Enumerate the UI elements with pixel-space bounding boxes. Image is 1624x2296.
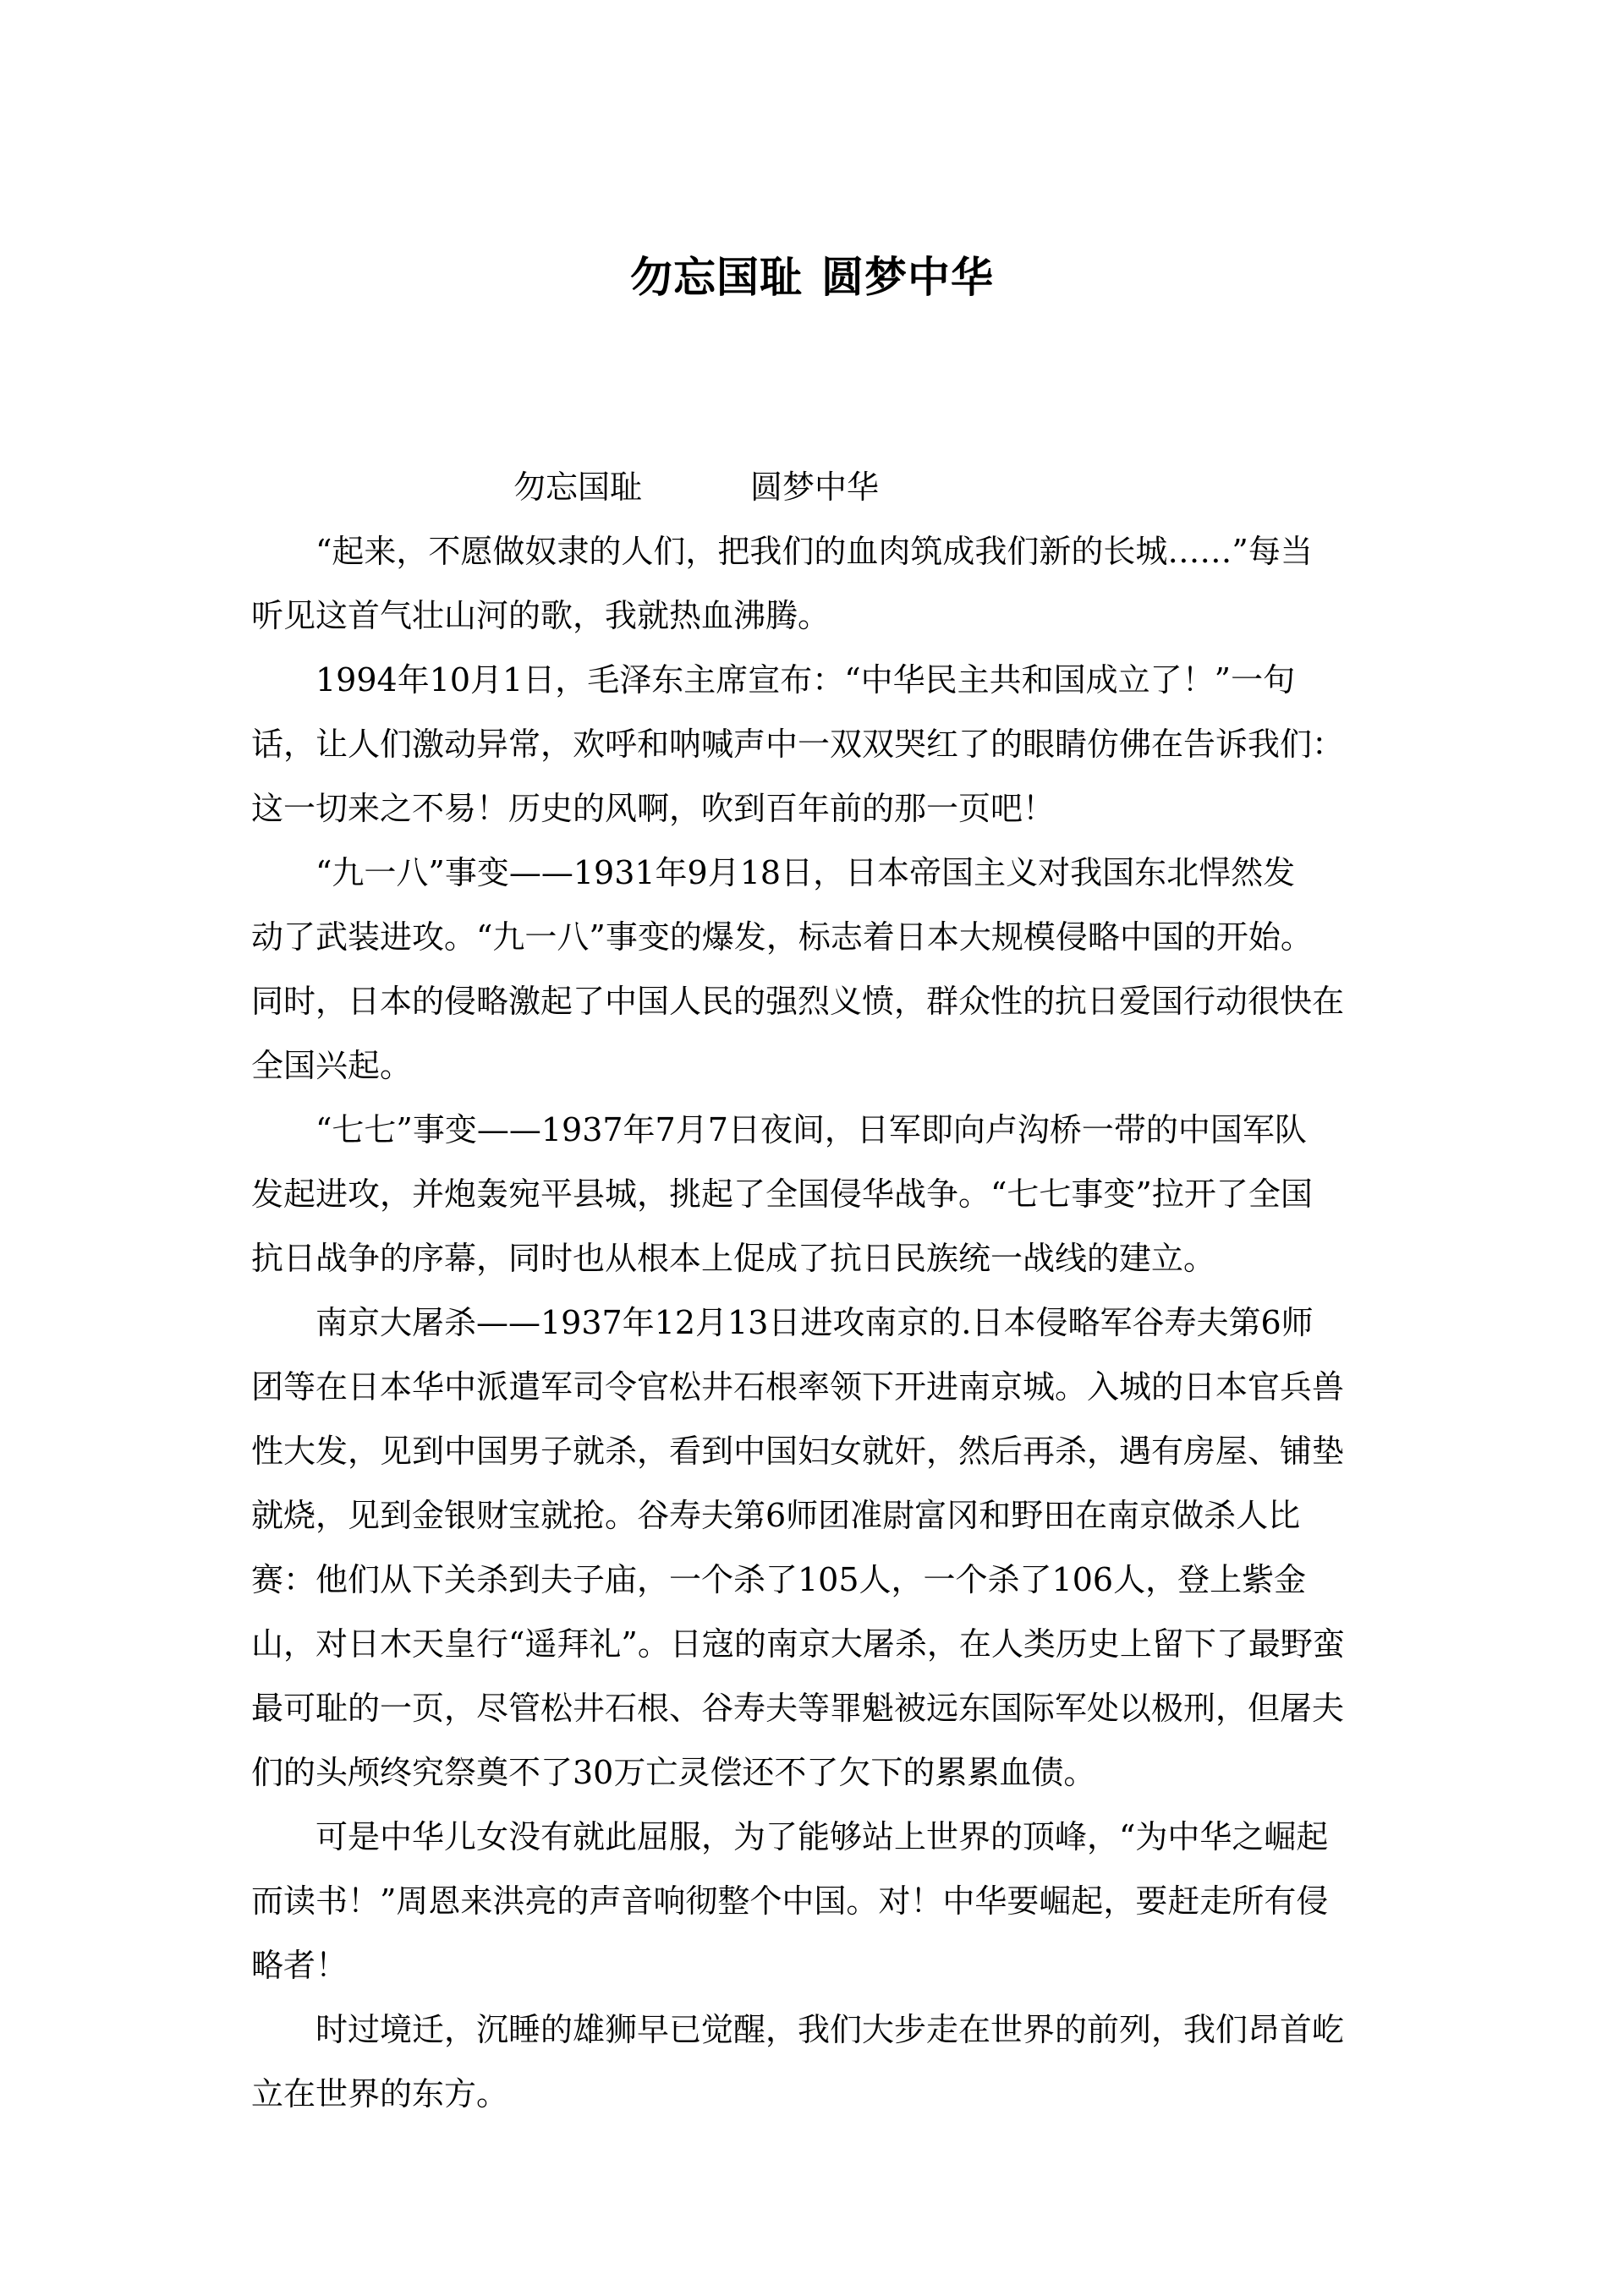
- paragraph-line: 山，对日木天皇行“遥拜礼”。日寇的南京大屠杀，在人类历史上留下了最野蛮: [251, 1625, 1345, 1663]
- paragraph-line: 抗日战争的序幕，同时也从根本上促成了抗日民族统一战线的建立。: [251, 1240, 1216, 1277]
- paragraph-line: 就烧，见到金银财宝就抢。谷寿夫第6师团准尉富冈和野田在南京做杀人比: [251, 1497, 1301, 1534]
- title-part-1: 勿忘国耻: [630, 253, 803, 302]
- paragraph-line: “七七”事变——1937年7月7日夜间，日军即向卢沟桥一带的中国军队: [315, 1111, 1307, 1148]
- paragraph-line: 赛：他们从下关杀到夫子庙，一个杀了105人，一个杀了106人，登上紫金: [251, 1561, 1307, 1598]
- paragraph-line: 全国兴起。: [251, 1047, 413, 1084]
- paragraph: [251, 1290, 1385, 1805]
- paragraph-line: 时过境迁，沉睡的雄狮早已觉醒，我们大步走在世界的前列，我们昂首屹: [315, 2011, 1345, 2048]
- document-title: [0, 250, 1624, 304]
- paragraph: [251, 1997, 1385, 2126]
- paragraph-line: 话，让人们激动异常，欢呼和呐喊声中一双双哭红了的眼睛仿佛在告诉我们：: [251, 726, 1345, 763]
- paragraph: [251, 1098, 1385, 1290]
- paragraph-line: 南京大屠杀——1937年12月13日进攻南京的.日本侵略军谷寿夫第6师: [315, 1304, 1314, 1341]
- paragraph-line: “起来，不愿做奴隶的人们，把我们的血肉筑成我们新的长城……”每当: [315, 533, 1313, 570]
- subtitle-part-1: 勿忘国耻: [513, 469, 643, 506]
- title-part-2: 圆梦中华: [821, 253, 994, 302]
- paragraph: [251, 519, 1385, 648]
- paragraph-line: 可是中华儿女没有就此屈服，为了能够站上世界的顶峰，“为中华之崛起: [315, 1818, 1329, 1855]
- paragraph-line: 团等在日本华中派遣军司令官松井石根率领下开进南京城。入城的日本官兵兽: [251, 1368, 1345, 1406]
- paragraph: [251, 648, 1385, 841]
- paragraph-line: 1994年10月1日，毛泽东主席宣布：“中华民主共和国成立了！”一句: [315, 661, 1296, 699]
- paragraph-line: 这一切来之不易！历史的风啊，吹到百年前的那一页吧！: [251, 790, 1056, 827]
- paragraph-line: 略者！: [251, 1947, 348, 1984]
- paragraph: [251, 1805, 1385, 1997]
- paragraph-line: 动了武装进攻。“九一八”事变的爆发，标志着日本大规模侵略中国的开始。: [251, 918, 1313, 956]
- paragraph-line: 性大发，见到中国男子就杀，看到中国妇女就奸，然后再杀，遇有房屋、铺垫: [251, 1433, 1345, 1470]
- document-body: [251, 455, 1385, 2126]
- paragraph-line: 而读书！”周恩来洪亮的声音响彻整个中国。对！中华要崛起，要赶走所有侵: [251, 1882, 1329, 1920]
- paragraph-line: 们的头颅终究祭奠不了30万亡灵偿还不了欠下的累累血债。: [251, 1754, 1096, 1791]
- paragraph-line: “九一八”事变——1931年9月18日，日本帝国主义对我国东北悍然发: [315, 854, 1296, 891]
- paragraph: [251, 841, 1385, 1098]
- paragraph-line: 发起进攻，并炮轰宛平县城，挑起了全国侵华战争。“七七事变”拉开了全国: [251, 1175, 1313, 1213]
- subtitle-part-2: 圆梦中华: [750, 469, 880, 506]
- subtitle: [251, 455, 1385, 519]
- paragraph-line: 同时，日本的侵略激起了中国人民的强烈义愤，群众性的抗日爱国行动很快在: [251, 983, 1345, 1020]
- paragraph-line: 立在世界的东方。: [251, 2075, 509, 2112]
- paragraph-line: 最可耻的一页，尽管松井石根、谷寿夫等罪魁被远东国际军处以极刑，但屠夫: [251, 1690, 1345, 1727]
- paragraph-line: 听见这首气壮山河的歌，我就热血沸腾。: [251, 597, 831, 634]
